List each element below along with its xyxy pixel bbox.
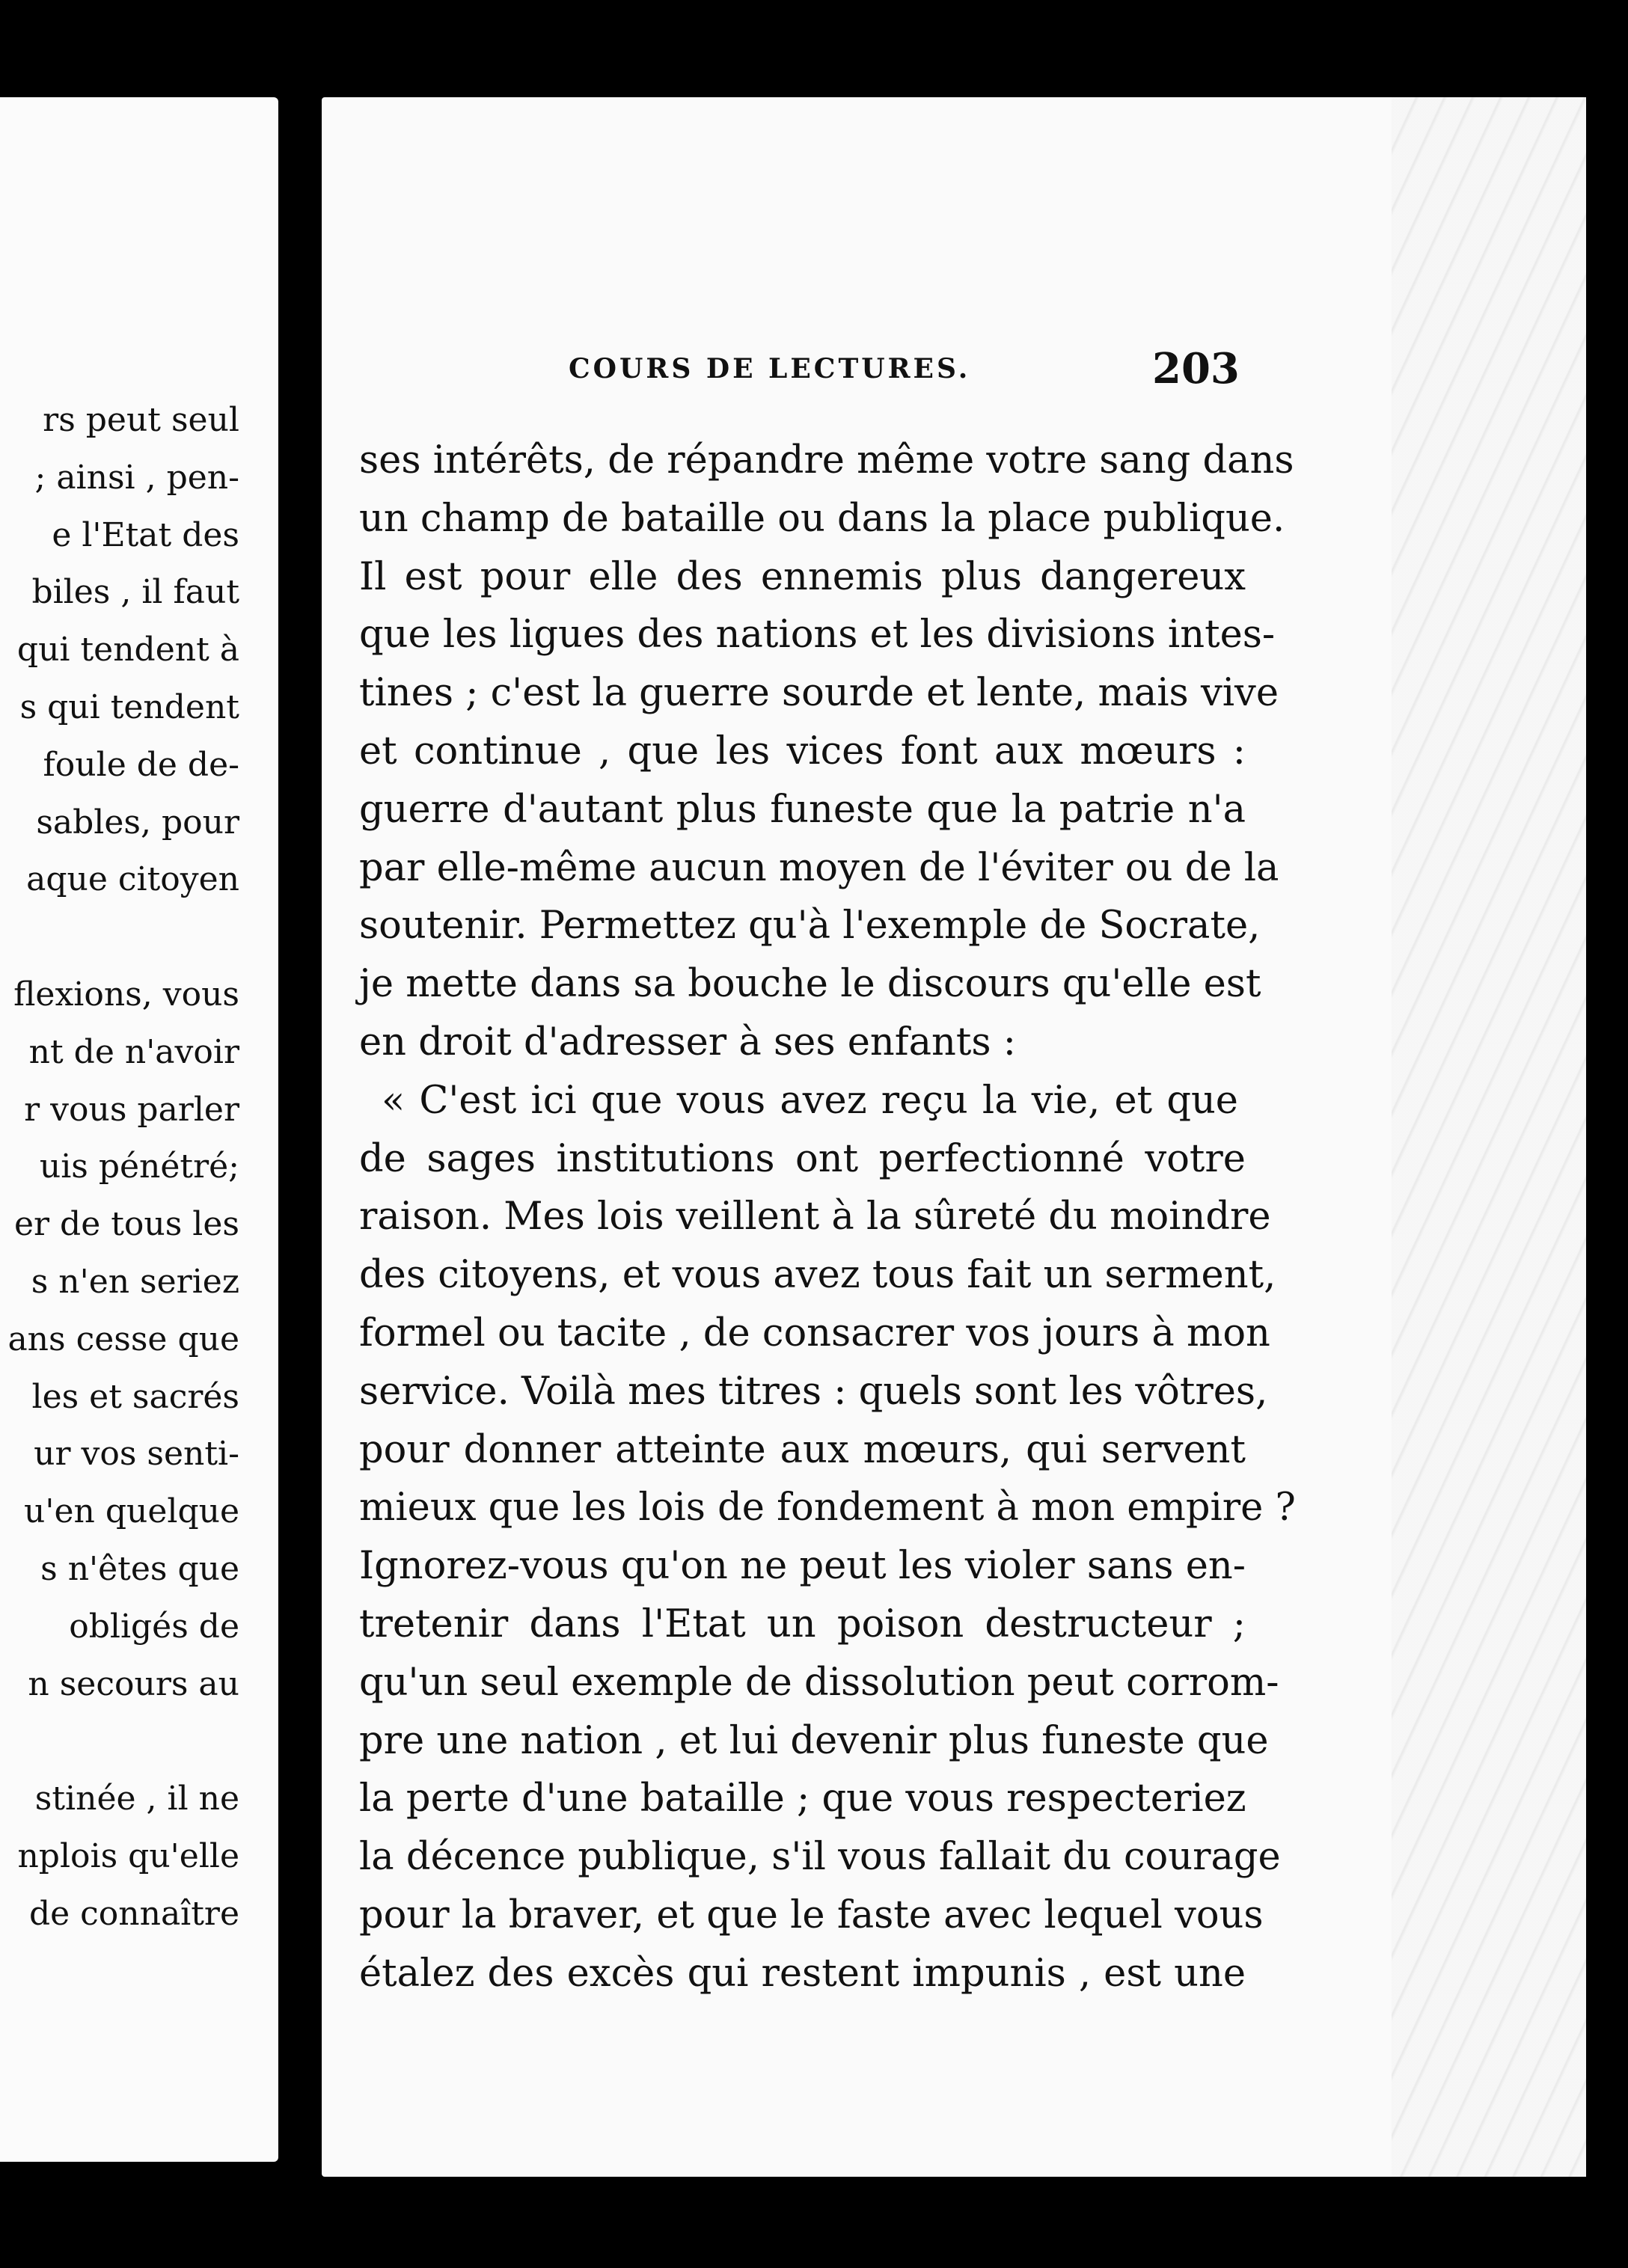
book-gutter [278, 97, 322, 2162]
left-page-line: ; ainsi , pen- [34, 458, 239, 497]
left-page-line: stinée , il ne [34, 1780, 239, 1818]
body-text-line: et continue , que les vices font aux mœurs : [359, 729, 1246, 773]
body-text-line: qu'un seul exemple de dissolution peut corrom- [359, 1660, 1279, 1705]
left-page-line: aque citoyen [26, 860, 239, 899]
body-text-line: des citoyens, et vous avez tous fait un serment, [359, 1253, 1276, 1298]
left-page-line: s qui tendent [19, 688, 239, 726]
body-text-line: la décence publique, s'il vous fallait du courage [359, 1835, 1281, 1880]
body-text-line: soutenir. Permettez qu'à l'exemple de Socrate, [359, 904, 1261, 948]
body-text-line: mieux que les lois de fondement à mon empire ? [359, 1486, 1296, 1530]
body-text-line: un champ de bataille ou dans la place publique. [359, 496, 1285, 541]
left-page-line: les et sacrés [31, 1377, 239, 1416]
body-text-line: étalez des excès qui restent impunis , est une [359, 1951, 1246, 1996]
left-page-line: s n'êtes que [40, 1550, 239, 1588]
body-text-line: Ignorez-vous qu'on ne peut les violer sans en- [359, 1544, 1246, 1589]
body-text-line: Il est pour elle des ennemis plus dangereux [359, 554, 1246, 599]
page-edges [1392, 97, 1586, 2177]
body-text-line: pour la braver, et que le faste avec lequel vous [359, 1893, 1264, 1937]
left-page-line: n secours au [28, 1664, 239, 1703]
running-head: COURS DE LECTURES. [569, 353, 971, 384]
left-page [0, 97, 278, 2162]
body-text-line: par elle-même aucun moyen de l'éviter ou de la [359, 845, 1279, 890]
body-text-line: en droit d'adresser à ses enfants : [359, 1020, 1016, 1064]
left-page-line: ans cesse que [7, 1320, 239, 1358]
body-text-line: pour donner atteinte aux mœurs, qui servent [359, 1427, 1246, 1472]
body-text-line: guerre d'autant plus funeste que la patrie n'a [359, 787, 1246, 832]
left-page-line: u'en quelque [24, 1492, 239, 1531]
left-page-line: flexions, vous [13, 975, 239, 1014]
body-text-line: de sages institutions ont perfectionné votre [359, 1136, 1246, 1181]
page-number: 203 [1152, 344, 1240, 393]
body-text-line: je mette dans sa bouche le discours qu'elle est [359, 962, 1261, 1007]
left-page-line: rs peut seul [43, 401, 239, 439]
left-page-line: er de tous les [13, 1205, 239, 1244]
body-text-line: tines ; c'est la guerre sourde et lente, mais vive [359, 671, 1279, 716]
left-page-line: biles , il faut [31, 573, 239, 612]
left-page-line: nplois qu'elle [17, 1837, 239, 1875]
body-text-line: raison. Mes lois veillent à la sûreté du moindre [359, 1195, 1271, 1239]
left-page-line: foule de de- [43, 745, 239, 784]
left-page-line: de connaître [28, 1894, 239, 1933]
left-page-line: nt de n'avoir [28, 1032, 239, 1071]
body-text-line: formel ou tacite , de consacrer vos jours à mon [359, 1311, 1270, 1355]
body-text-line: ses intérêts, de répandre même votre sang dans [359, 438, 1294, 482]
right-page [322, 97, 1586, 2177]
left-page-line: sables, pour [36, 803, 239, 842]
left-page-line: obligés de [69, 1607, 239, 1646]
body-text-line: « C'est ici que vous avez reçu la vie, et que [382, 1078, 1238, 1123]
left-page-line: e l'Etat des [52, 515, 239, 554]
body-text-line: tretenir dans l'Etat un poison destructeur ; [359, 1602, 1246, 1646]
body-text-line: service. Voilà mes titres : quels sont les vôtres, [359, 1369, 1268, 1414]
left-page-line: qui tendent à [16, 631, 239, 669]
left-page-line: s n'en seriez [31, 1263, 239, 1301]
left-page-line: uis pénétré; [39, 1147, 239, 1186]
body-text-line: que les ligues des nations et les divisions intes- [359, 613, 1276, 658]
left-page-line: r vous parler [24, 1090, 239, 1129]
body-text-line: pre une nation , et lui devenir plus funeste que [359, 1718, 1269, 1763]
body-text-line: la perte d'une bataille ; que vous respecteriez [359, 1777, 1246, 1821]
left-page-line: ur vos senti- [34, 1435, 239, 1474]
